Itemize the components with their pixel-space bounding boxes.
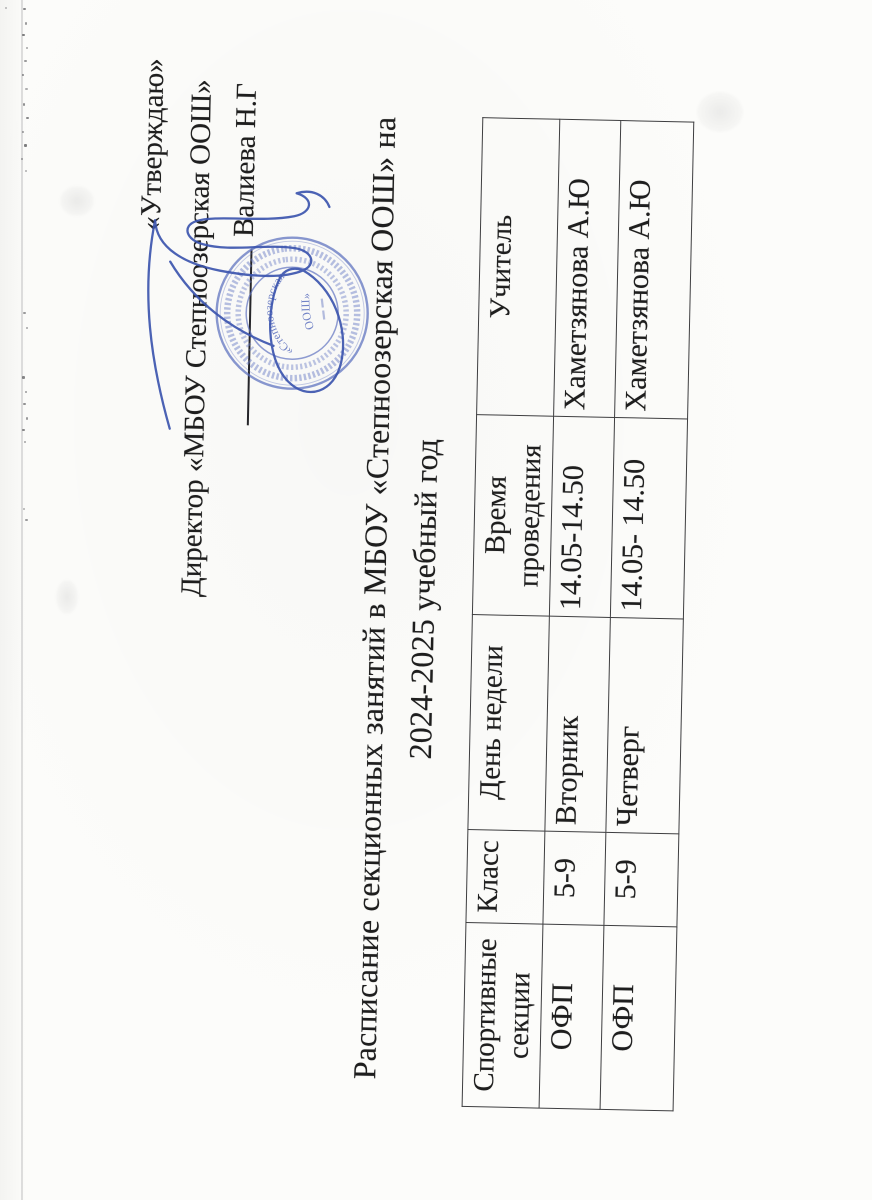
cell-weekday: Вторник <box>545 616 610 832</box>
schedule-table <box>462 117 695 1111</box>
approval-label: «Утверждаю» <box>134 57 171 232</box>
header-time: Время проведения <box>472 415 553 617</box>
cell-class: 5-9 <box>543 831 606 925</box>
handwritten-signature <box>121 183 357 458</box>
stamp-center-text-1: «Степноозерская <box>263 270 296 358</box>
cell-time: 14.05- 14.50 <box>610 417 687 618</box>
cell-time: 14.05-14.50 <box>549 416 614 617</box>
signature-stroke <box>145 188 346 432</box>
cell-class: 5-9 <box>604 832 679 927</box>
cell-teacher: Хаметзянова А.Ю <box>554 119 621 417</box>
signer-name: Валиева Н.Г <box>227 82 263 238</box>
cell-teacher: Хаметзянова А.Ю <box>615 121 694 419</box>
cell-section: ОФП <box>539 924 604 1109</box>
stamp-center-text-2: ООШ» <box>298 292 318 332</box>
header-weekday: День недели <box>468 615 549 832</box>
header-sport-sections: Спортивные секции <box>462 922 543 1108</box>
cell-section: ОФП <box>600 925 677 1110</box>
doc-title-line2: 2024-2025 учебный год <box>401 438 445 760</box>
doc-title-line1: Расписание секционных занятий в МБОУ «Степноозерская ООШ» на <box>346 116 403 1080</box>
header-class: Класс <box>466 830 545 925</box>
cell-weekday: Четверг <box>606 617 683 833</box>
approval-director-line: Директор «МБОУ Степноозерская ООШ» <box>175 78 219 598</box>
header-teacher: Учитель <box>477 118 560 417</box>
